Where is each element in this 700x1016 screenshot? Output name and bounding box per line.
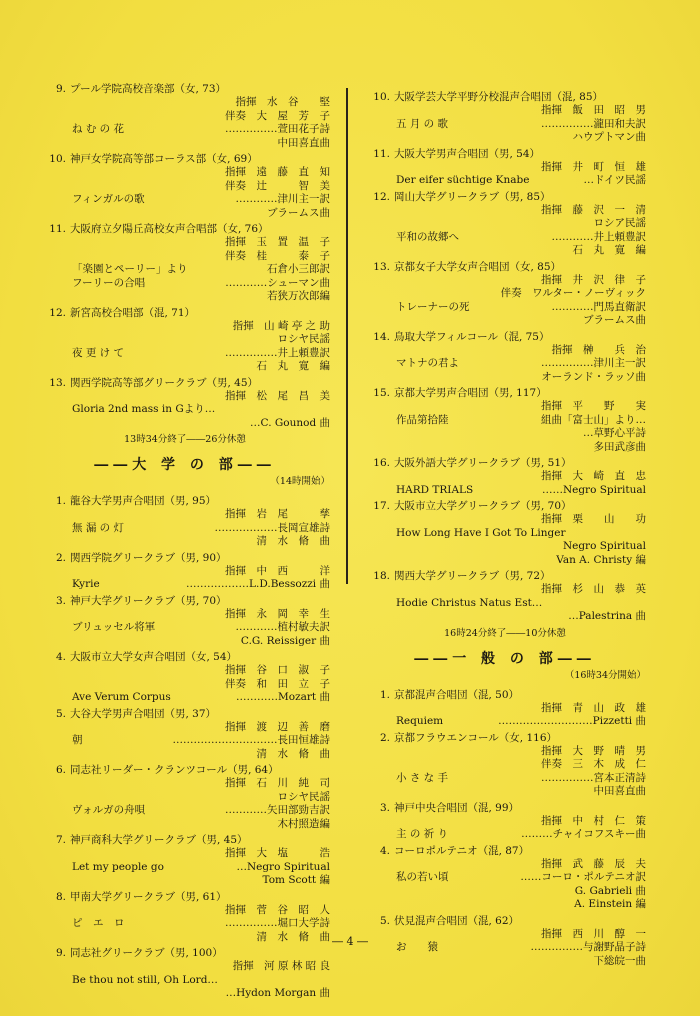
song-credit: ……………瀧田和夫訳	[541, 117, 646, 130]
entry-number: 10.	[49, 153, 66, 165]
university-list-right	[364, 90, 646, 624]
song-line	[364, 871, 646, 885]
program-entry	[40, 222, 330, 304]
song-line	[364, 357, 646, 371]
song-title: Let my people go	[72, 860, 164, 873]
song-credit: ………チャイコフスキー曲	[521, 828, 646, 840]
credit-line: オーランド・ラッソ曲	[541, 370, 646, 383]
entry-heading	[40, 707, 330, 721]
credit-line: Tom Scott 編	[262, 874, 330, 886]
choir-name: 神戸中央合唱団（混, 99）	[394, 801, 520, 814]
credit-line: 指揮 谷 口 淑 子	[225, 664, 330, 676]
section-start-time: （14時開始）	[270, 476, 330, 487]
choir-name: 関西学院グリークラブ（男, 90）	[70, 551, 227, 564]
credit-line: 指揮 藤 沢 一 清	[541, 203, 646, 216]
credit-line: Van A. Christy 編	[556, 553, 646, 566]
entry-heading	[40, 890, 330, 904]
song-line	[40, 734, 330, 748]
song-line	[40, 621, 330, 635]
program-entry	[40, 594, 330, 649]
entry-heading	[40, 494, 330, 508]
entry-heading	[364, 499, 646, 513]
credit-line: ロシア民謡	[593, 217, 646, 229]
credit-line: ブラームス曲	[267, 206, 330, 219]
credit-line: 指揮 石 川 純 司	[225, 777, 330, 789]
entry-number: 4.	[379, 844, 390, 857]
university-list-left	[40, 494, 330, 1001]
credit-line: 下総皖一曲	[593, 954, 646, 967]
credit-line: 指揮 水 谷 堅	[235, 96, 330, 108]
choir-name: 龍谷大学男声合唱団（男, 95）	[70, 495, 217, 507]
song-line	[364, 301, 646, 315]
song-credit: ………………………Pizzetti 曲	[498, 715, 646, 727]
song-title: Requiem	[396, 715, 444, 727]
choir-name: 大阪外語大学グリークラブ（男, 51）	[394, 457, 572, 469]
choir-name: 同志社リーダー・クランツコール（男, 64）	[70, 764, 279, 776]
program-entry	[364, 688, 646, 729]
entry-number: 13.	[49, 376, 66, 389]
credit-line: 指揮 井 町 恒 雄	[541, 160, 646, 173]
song-title: トレーナーの死	[396, 300, 470, 313]
entry-heading	[40, 833, 330, 847]
choir-name: 京都大学男声合唱団（男, 117）	[394, 387, 547, 399]
entry-number: 16.	[373, 457, 390, 469]
column-divider	[346, 88, 348, 584]
song-credit: 石倉小三郎訳	[267, 263, 330, 275]
program-entry	[40, 833, 330, 888]
choir-name: 甲南大学グリークラブ（男, 61）	[70, 890, 227, 903]
program-entry	[40, 376, 330, 431]
song-line	[364, 414, 646, 428]
choir-name: 大谷大学男声合唱団（男, 37）	[70, 707, 217, 720]
credit-line: 指揮 永 岡 幸 生	[225, 607, 330, 620]
credit-line: 伴奏 辻 智 美	[225, 179, 330, 192]
credit-line: 指揮 遠 藤 直 知	[225, 166, 330, 178]
entry-number: 9.	[55, 83, 66, 95]
song-line	[40, 917, 330, 931]
song-line	[364, 527, 646, 541]
song-title: 私の若い頃	[396, 871, 449, 883]
song-credit: …………門馬直衛訳	[551, 300, 646, 313]
entry-heading	[364, 190, 646, 204]
entry-number: 18.	[373, 570, 390, 582]
entry-number: 1.	[55, 495, 66, 507]
song-credit: …………Mozart 曲	[236, 691, 330, 703]
song-title: 無 漏 の 灯	[72, 521, 125, 534]
credit-line: 指揮 平 野 実	[541, 400, 646, 412]
choir-name: 鳥取大学フィルコール（混, 75）	[394, 330, 550, 343]
credit-line: 清 水 脩 曲	[256, 747, 330, 760]
song-title: 平和の故郷へ	[396, 230, 459, 243]
credit-line: …C. Gounod 曲	[250, 416, 330, 429]
entry-heading	[364, 731, 646, 745]
song-title: 「楽園とペーリー」より	[72, 263, 188, 275]
song-title: 夜 更 け て	[72, 346, 125, 359]
credit-line: 清 水 脩 曲	[256, 535, 330, 547]
credit-line: 指揮 大 塩 浩	[225, 847, 330, 859]
credit-line: 指揮 井 沢 律 子	[541, 273, 646, 286]
entry-number: 11.	[49, 223, 66, 235]
song-title: Ave Verum Corpus	[72, 691, 171, 703]
song-credit: ………………長岡宣雄詩	[214, 521, 330, 534]
highschool-list	[40, 82, 330, 430]
song-credit: ……………井上頼豊訳	[225, 346, 330, 359]
song-line	[364, 484, 646, 498]
credit-line: 指揮 玉 置 温 子	[225, 236, 330, 248]
choir-name: 神戸女学院高等部コーラス部（女, 69）	[70, 153, 258, 165]
entry-number: 6.	[55, 764, 66, 776]
credit-line: …Hydon Morgan 曲	[225, 987, 330, 999]
song-title: ヴォルガの舟唄	[72, 804, 146, 816]
entry-heading	[364, 90, 646, 104]
section-title-general: ――一 般 の 部――	[414, 650, 596, 667]
entry-heading	[40, 946, 330, 960]
entry-heading	[40, 376, 330, 390]
song-credit: ………………L.D.Bessozzi 曲	[186, 578, 330, 590]
credit-line: 木村照造編	[277, 817, 330, 830]
credit-line: 中田喜直曲	[593, 785, 646, 797]
song-credit: ……Negro Spiritual	[541, 483, 646, 496]
program-entry	[364, 90, 646, 145]
song-line	[40, 403, 330, 417]
credit-line: 若狭万次郎編	[267, 290, 330, 302]
credit-line: 伴奏 三 木 成 仁	[541, 758, 646, 770]
choir-name: 岡山大学グリークラブ（男, 85）	[394, 190, 551, 203]
song-line	[40, 522, 330, 536]
credit-line: 指揮 武 藤 辰 夫	[541, 857, 646, 870]
entry-number: 4.	[55, 651, 66, 663]
credit-line: ブラームス曲	[583, 314, 646, 326]
entry-number: 12.	[373, 190, 390, 203]
credit-line: 指揮 青 山 政 雄	[541, 701, 646, 714]
program-entry	[364, 731, 646, 799]
song-title: フィンガルの歌	[72, 193, 145, 205]
program-entry	[40, 306, 330, 374]
break-note: 13時34分終了――26分休憩	[124, 434, 246, 445]
credit-line: 伴奏 桂 泰 子	[225, 249, 330, 262]
program-entry	[364, 801, 646, 842]
credit-line: 指揮 中 村 仁 策	[541, 814, 646, 827]
entry-number: 2.	[379, 731, 390, 744]
song-title: Be thou not still, Oh Lord…	[72, 973, 218, 986]
program-entry	[364, 260, 646, 328]
section-title-university: ――大 学 の 部――	[94, 457, 276, 473]
credit-line: ロシヤ民謡	[277, 790, 330, 803]
credit-line: 指揮 中 西 洋	[225, 564, 330, 577]
song-line	[40, 193, 330, 207]
credit-line: 指揮 岩 尾 孳	[225, 508, 330, 520]
entry-number: 3.	[55, 594, 66, 607]
song-credit: 組曲「富士山」より…	[541, 413, 646, 426]
credit-line: 指揮 大 崎 直 忠	[541, 470, 646, 482]
entry-number: 7.	[55, 834, 66, 846]
credit-line: 指揮 西 川 醇 一	[541, 927, 646, 940]
song-credit: ……………宮本正清詩	[541, 771, 646, 784]
credit-line: 指揮 杉 山 恭 英	[541, 583, 646, 595]
song-title: How Long Have I Got To Linger	[396, 526, 566, 539]
song-credit: ……………萱田花子詩	[225, 123, 330, 135]
entry-heading	[40, 82, 330, 96]
song-line	[364, 118, 646, 132]
entry-number: 13.	[373, 260, 390, 273]
credit-line: 指揮 山 崎 亭 之 助	[232, 319, 330, 332]
song-credit: ……………与謝野晶子詩	[530, 941, 646, 953]
song-title: Kyrie	[72, 578, 100, 590]
song-line	[40, 861, 330, 875]
entry-heading	[364, 801, 646, 815]
program-entry	[364, 456, 646, 497]
credit-line: 多田武彦曲	[593, 440, 646, 453]
entry-number: 17.	[373, 500, 390, 512]
song-line	[40, 123, 330, 137]
choir-name: プール学院高校音楽部（女, 73）	[70, 83, 227, 95]
song-line	[364, 597, 646, 611]
entry-heading	[364, 569, 646, 583]
credit-line: 伴奏 大 屋 芳 子	[225, 109, 330, 122]
entry-heading	[364, 147, 646, 161]
song-credit: …ドイツ民謡	[583, 174, 646, 186]
credit-line: 指揮 榊 兵 治	[551, 343, 646, 356]
entry-heading	[40, 650, 330, 664]
program-entry	[364, 569, 646, 624]
song-title: フーリーの合唱	[72, 276, 146, 289]
entry-number: 11.	[373, 147, 390, 160]
entry-heading	[364, 330, 646, 344]
choir-name: 大阪学芸大学平野分校混声合唱団（混, 85）	[394, 91, 604, 103]
section-start-time: （16時34分開始）	[564, 669, 646, 681]
song-line	[364, 772, 646, 786]
song-title: 作品第拾陸	[396, 413, 449, 426]
entry-heading	[364, 844, 646, 858]
entry-number: 5.	[55, 707, 66, 720]
song-title: ね む の 花	[72, 123, 125, 135]
program-entry	[40, 551, 330, 592]
song-line	[40, 277, 330, 291]
entry-number: 1.	[379, 688, 390, 701]
entry-number: 15.	[373, 387, 390, 399]
choir-name: 大阪市立大学グリークラブ（男, 70）	[394, 500, 572, 512]
credit-line: 石 丸 寛 編	[256, 360, 330, 372]
entry-heading	[364, 386, 646, 400]
credit-line: 伴奏 和 田 立 子	[225, 677, 330, 690]
song-line	[364, 174, 646, 188]
right-column	[364, 90, 646, 970]
choir-name: 京都女子大学女声合唱団（女, 85）	[394, 260, 562, 273]
left-column	[40, 82, 330, 1003]
song-title: Hodie Christus Natus Est…	[396, 596, 543, 609]
song-credit: …………………………長田恒雄詩	[172, 734, 330, 746]
entry-heading	[40, 763, 330, 777]
song-credit: …………井上頼豊訳	[551, 230, 646, 243]
program-entry	[40, 152, 330, 220]
choir-name: 新宮高校合唱部（混, 71）	[70, 306, 196, 319]
song-title: Der eifer süchtige Knabe	[396, 174, 530, 186]
song-line	[40, 974, 330, 988]
entry-number: 8.	[55, 890, 66, 903]
entry-heading	[364, 260, 646, 274]
choir-name: 伏見混声合唱団（混, 62）	[394, 914, 520, 927]
program-entry	[40, 494, 330, 549]
song-line	[40, 804, 330, 818]
break-note: 16時24分終了――10分休憩	[444, 627, 566, 639]
credit-line: ハウプトマン曲	[572, 131, 646, 143]
program-entry	[40, 763, 330, 831]
song-line	[40, 691, 330, 705]
entry-heading	[364, 456, 646, 470]
song-title: Gloria 2nd mass in Gより…	[72, 403, 216, 415]
song-line	[40, 263, 330, 277]
entry-heading	[364, 914, 646, 928]
choir-name: コーロポルテニオ（混, 87）	[394, 844, 530, 857]
credit-line: …Palestrina 曲	[568, 610, 646, 622]
entry-number: 3.	[379, 801, 390, 814]
song-line	[40, 347, 330, 361]
entry-number: 12.	[49, 306, 66, 319]
entry-number: 10.	[373, 91, 390, 103]
song-line	[364, 828, 646, 842]
credit-line: A. Einstein 編	[574, 898, 646, 910]
song-credit: …………植村敏夫訳	[235, 621, 330, 633]
entry-heading	[40, 551, 330, 565]
program-entry	[40, 946, 330, 1001]
program-entry	[364, 147, 646, 188]
credit-line: G. Gabrieli 曲	[574, 884, 646, 897]
choir-name: 同志社グリークラブ（男, 100）	[70, 947, 223, 959]
program-entry	[40, 650, 330, 705]
entry-heading	[364, 688, 646, 702]
song-credit: …………津川主一訳	[235, 193, 330, 205]
entry-heading	[40, 222, 330, 236]
program-entry	[364, 386, 646, 454]
credit-line: 指揮 河 原 林 昭 良	[232, 960, 330, 972]
song-credit: ……………津川主一訳	[541, 357, 646, 369]
program-entry	[40, 82, 330, 150]
choir-name: 神戸大学グリークラブ（男, 70）	[70, 594, 227, 607]
credit-line: …草野心平詩	[583, 427, 646, 439]
program-entry	[364, 330, 646, 385]
song-title: ブリュッセル将軍	[72, 621, 156, 633]
program-entry	[40, 707, 330, 762]
credit-line: 指揮 菅 谷 昭 人	[225, 903, 330, 916]
program-entry	[364, 190, 646, 258]
program-entry	[364, 844, 646, 912]
credit-line: Negro Spiritual	[562, 540, 646, 552]
entry-heading	[40, 594, 330, 608]
song-title: 主 の 祈 り	[396, 828, 449, 840]
entry-number: 14.	[373, 330, 390, 343]
song-title: 五 月 の 歌	[396, 117, 449, 130]
song-credit: …………矢田部勁吉訳	[225, 804, 330, 816]
song-title: 朝	[72, 734, 83, 746]
credit-line: 指揮 栗 山 功	[541, 513, 646, 525]
choir-name: 京都フラウエンコール（女, 116）	[394, 731, 558, 744]
entry-number: 2.	[55, 551, 66, 564]
choir-name: 関西大学グリークラブ（男, 72）	[394, 570, 551, 582]
song-title: 小 さ な 手	[396, 771, 449, 784]
general-list	[364, 688, 646, 969]
credit-line: 伴奏 ワルター・ノーヴィック	[500, 287, 646, 299]
entry-number: 5.	[379, 914, 390, 927]
song-credit: …………シューマン曲	[225, 276, 330, 289]
credit-line: 清 水 脩 曲	[256, 930, 330, 943]
song-line	[364, 715, 646, 729]
song-title: ピ エ ロ	[72, 917, 125, 929]
song-title: お 猿	[396, 941, 438, 953]
credit-line: 指揮 松 尾 昌 美	[225, 389, 330, 402]
credit-line: ロシヤ民謡	[277, 333, 330, 345]
choir-name: 神戸商科大学グリークラブ（男, 45）	[70, 834, 248, 846]
song-credit: ……コーロ・ポルテニオ訳	[520, 871, 646, 883]
credit-line: 指揮 渡 辺 善 磨	[225, 720, 330, 733]
choir-name: 大阪市立大学女声合唱団（女, 54）	[70, 651, 238, 663]
choir-name: 関西学院高等部グリークラブ（男, 45）	[70, 376, 259, 389]
choir-name: 京都混声合唱団（混, 50）	[394, 688, 520, 701]
entry-number: 9.	[55, 947, 66, 959]
page-number: ― 4 ―	[332, 935, 368, 948]
program-entry	[364, 499, 646, 567]
song-title: マトナの君よ	[396, 357, 459, 369]
choir-name: 大阪府立夕陽丘高校女声合唱部（女, 76）	[70, 223, 269, 235]
song-credit: ……………堀口大学詩	[225, 917, 330, 929]
credit-line: 石 丸 寛 編	[572, 244, 646, 256]
choir-name: 大阪大学男声合唱団（男, 54）	[394, 147, 541, 160]
song-line	[40, 578, 330, 592]
credit-line: 中田喜直曲	[277, 136, 330, 149]
entry-heading	[40, 306, 330, 320]
song-title: HARD TRIALS	[396, 483, 474, 496]
credit-line: 指揮 大 野 晴 男	[541, 744, 646, 757]
credit-line: 指揮 飯 田 昭 男	[541, 104, 646, 116]
song-credit: …Negro Spiritual	[236, 860, 330, 873]
entry-heading	[40, 152, 330, 166]
song-line	[364, 231, 646, 245]
credit-line: C.G. Reissiger 曲	[240, 634, 330, 647]
